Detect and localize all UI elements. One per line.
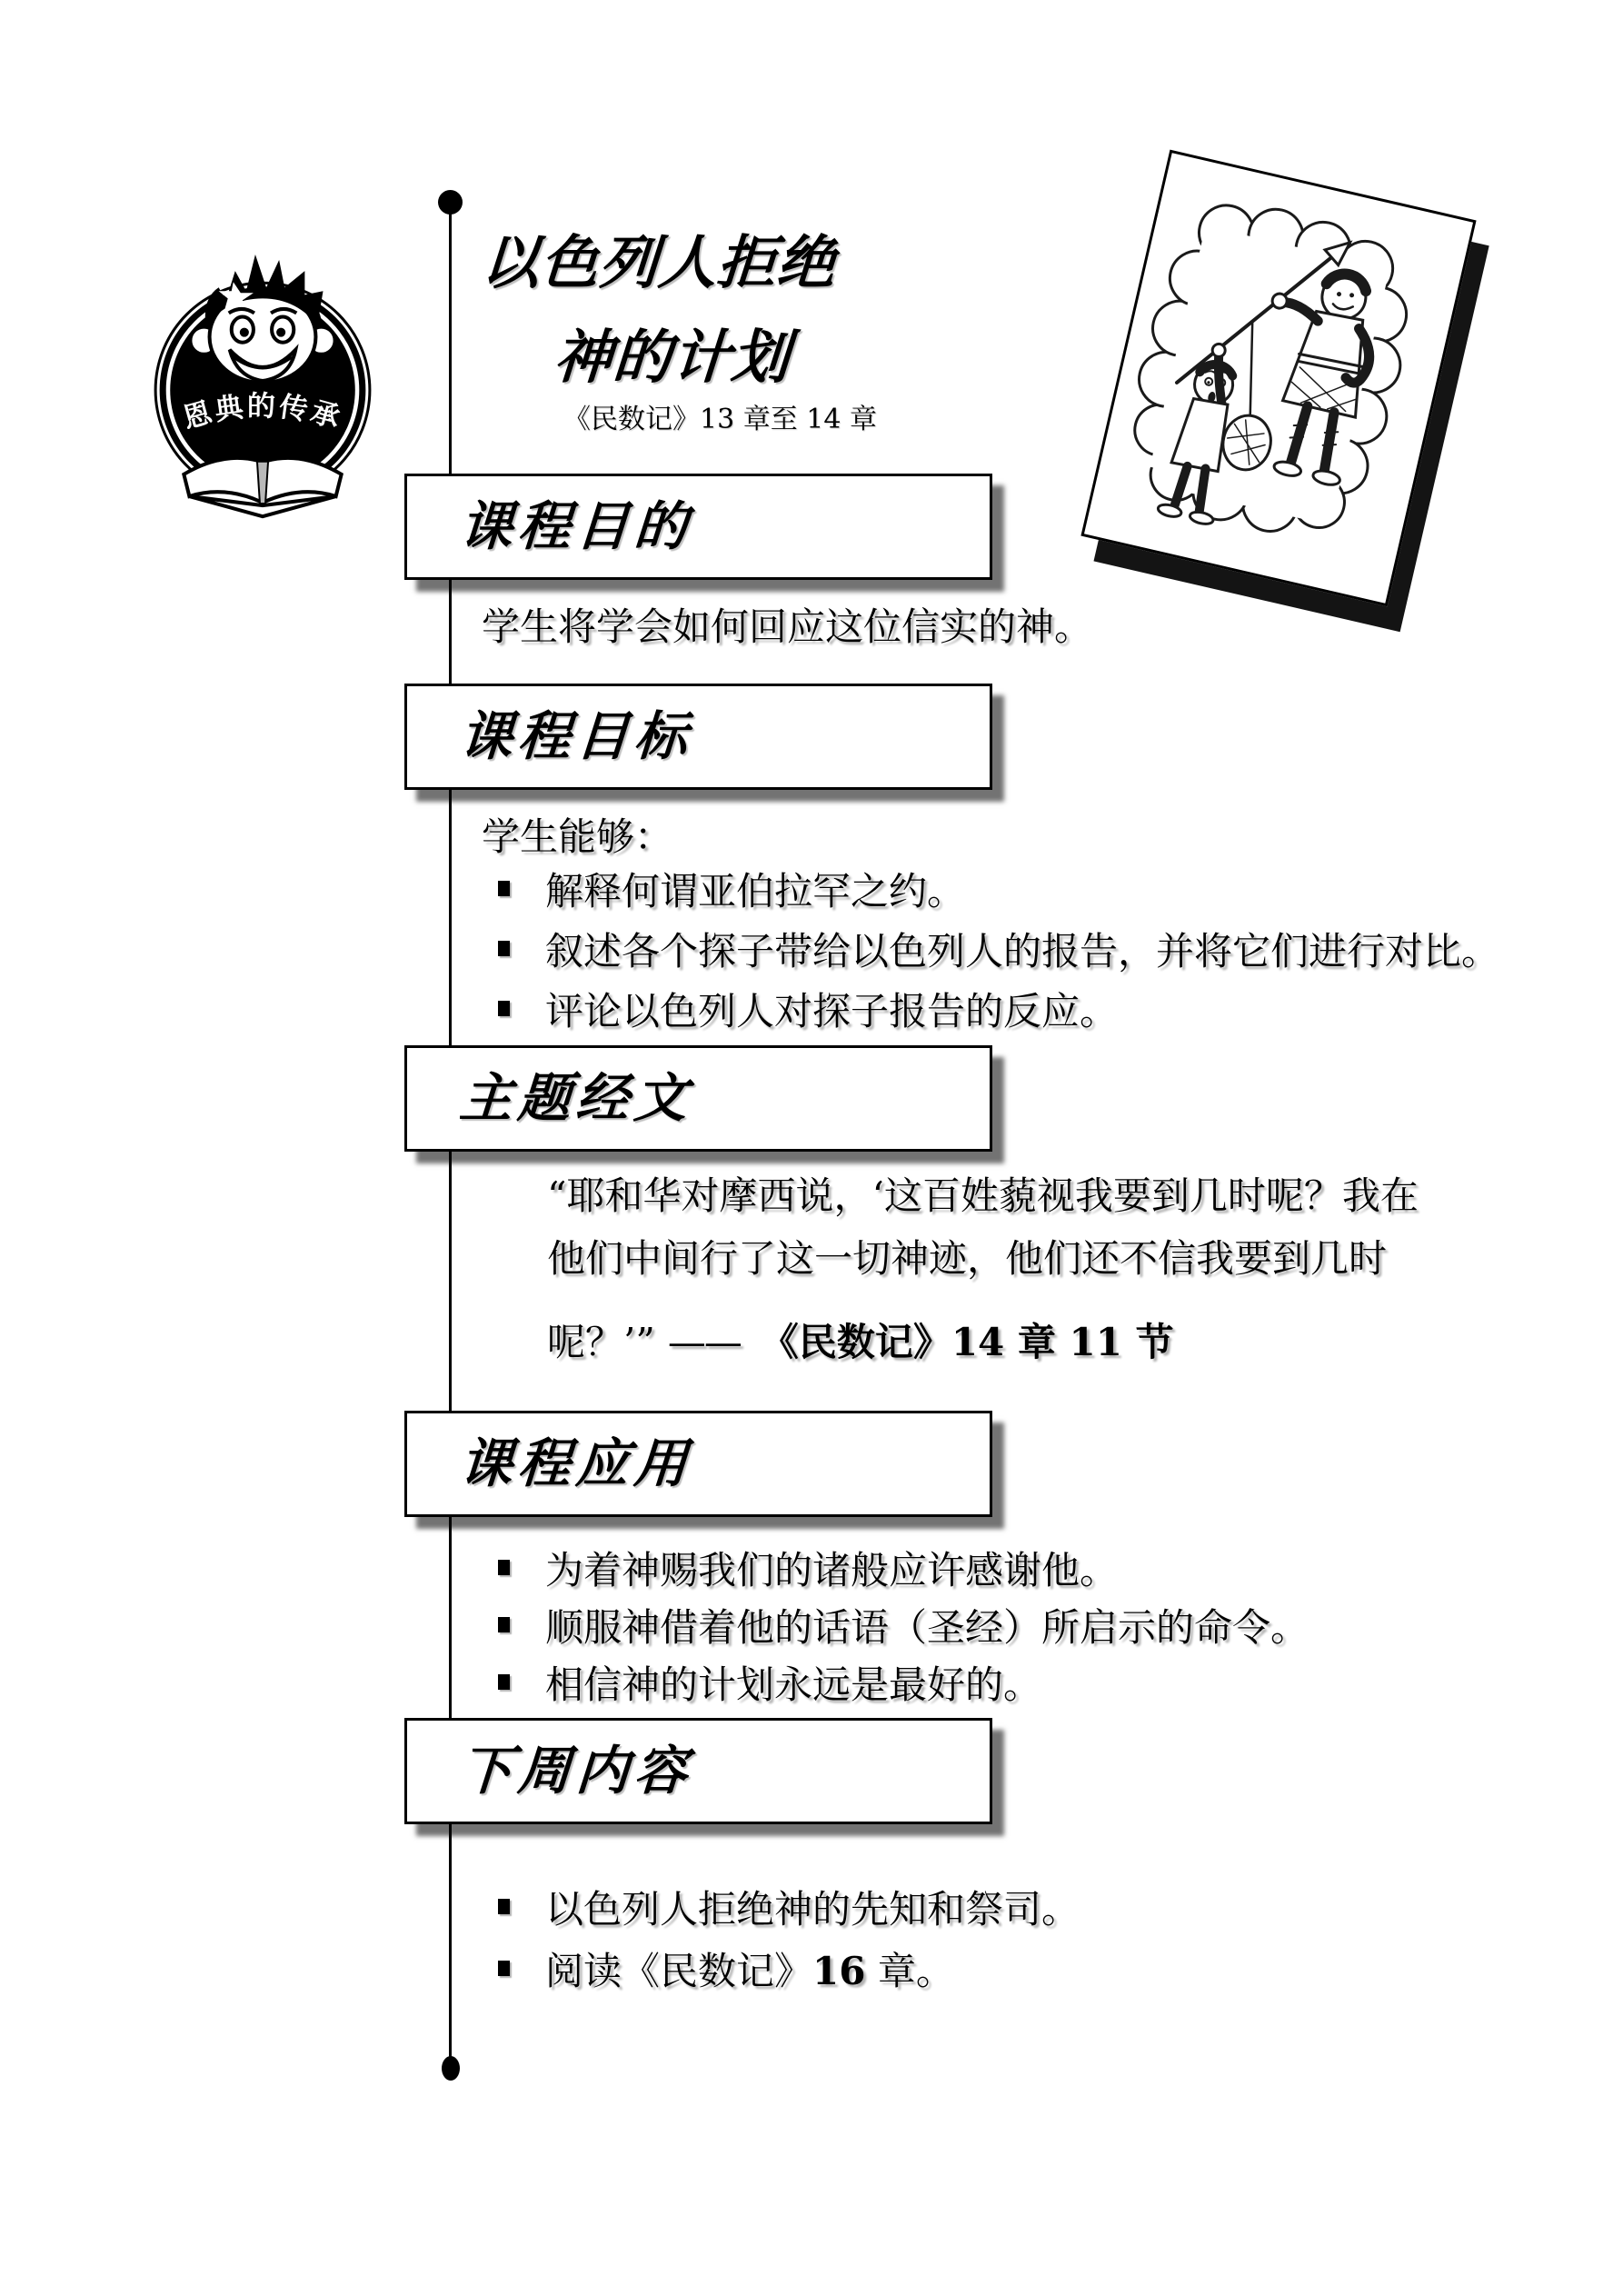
scripture-quote-line3	[547, 1318, 1174, 1368]
bullet-text: 评论以色列人对探子报告的反应。	[545, 989, 1119, 1033]
section-header-scripture	[404, 1045, 992, 1152]
bullet-square-icon	[498, 941, 510, 956]
scripture-quote-line1: “耶和华对摩西说，‘这百姓藐视我要到几时呢？我在	[547, 1173, 1419, 1218]
bullet-text-suffix: 章。	[865, 1949, 954, 1993]
bullet-square-icon	[498, 1899, 510, 1914]
spies-illustration-card	[1080, 150, 1476, 607]
bullet-text: 解释何谓亚伯拉罕之约。	[545, 869, 966, 913]
bullet-text-number: 16	[812, 1949, 866, 1993]
scripture-reference: 《民数记》14 章 11 节	[760, 1320, 1174, 1364]
section-header-purpose	[404, 474, 992, 580]
list-item	[498, 988, 1118, 1036]
lesson-title-line1: 以色列人拒绝	[478, 229, 839, 297]
bullet-square-icon	[498, 1674, 510, 1690]
list-item	[498, 1604, 1309, 1652]
open-book-icon	[184, 458, 341, 516]
list-item	[498, 868, 965, 916]
objectives-intro-text: 学生能够：	[482, 814, 673, 859]
bullet-text: 相信神的计划永远是最好的。	[545, 1662, 1042, 1707]
section-heading: 下周内容	[457, 1740, 695, 1802]
list-item	[498, 928, 1499, 976]
section-header-nextweek	[404, 1718, 992, 1824]
grace-heritage-logo	[144, 233, 382, 520]
section-heading: 课程应用	[457, 1433, 695, 1494]
list-item	[498, 1948, 954, 1996]
bullet-text: 叙述各个探子带给以色列人的报告，并将它们进行对比。	[545, 929, 1500, 973]
reference-dash: ——	[667, 1320, 741, 1364]
bullet-text: 以色列人拒绝神的先知和祭司。	[545, 1887, 1080, 1932]
bullet-text: 顺服神借着他的话语（圣经）所启示的命令。	[545, 1605, 1309, 1650]
timeline-bottom-dot	[442, 2056, 460, 2081]
section-header-application	[404, 1411, 992, 1517]
list-item	[498, 1662, 1041, 1710]
bullet-square-icon	[498, 1001, 510, 1016]
list-item	[498, 1886, 1080, 1934]
spies-illustration	[1085, 153, 1468, 596]
bullet-square-icon	[498, 881, 510, 896]
bullet-square-icon	[498, 1617, 510, 1632]
bullet-text-prefix: 阅读《民数记》	[545, 1949, 813, 1993]
quote-end-text: 呢？’”	[547, 1320, 655, 1364]
lesson-subtitle: 《民数记》13 章至 14 章	[563, 404, 877, 435]
lesson-title-line2: 神的计划	[551, 324, 793, 392]
scripture-quote-line2: 他们中间行了这一切神迹，他们还不信我要到几时	[547, 1236, 1388, 1281]
section-heading: 主题经文	[457, 1067, 695, 1129]
section-header-objectives	[404, 684, 992, 790]
logo-arc-text: 恩典的传承	[179, 390, 346, 436]
purpose-body-text: 学生将学会如何回应这位信实的神。	[482, 604, 1093, 649]
timeline-top-dot	[438, 190, 463, 215]
section-heading: 课程目标	[457, 705, 695, 767]
section-heading: 课程目的	[457, 495, 695, 557]
bullet-text: 为着神赐我们的诸般应许感谢他。	[545, 1548, 1119, 1592]
list-item	[498, 1547, 1118, 1595]
bullet-text	[545, 1948, 954, 1996]
bullet-square-icon	[498, 1961, 510, 1976]
bullet-square-icon	[498, 1560, 510, 1575]
